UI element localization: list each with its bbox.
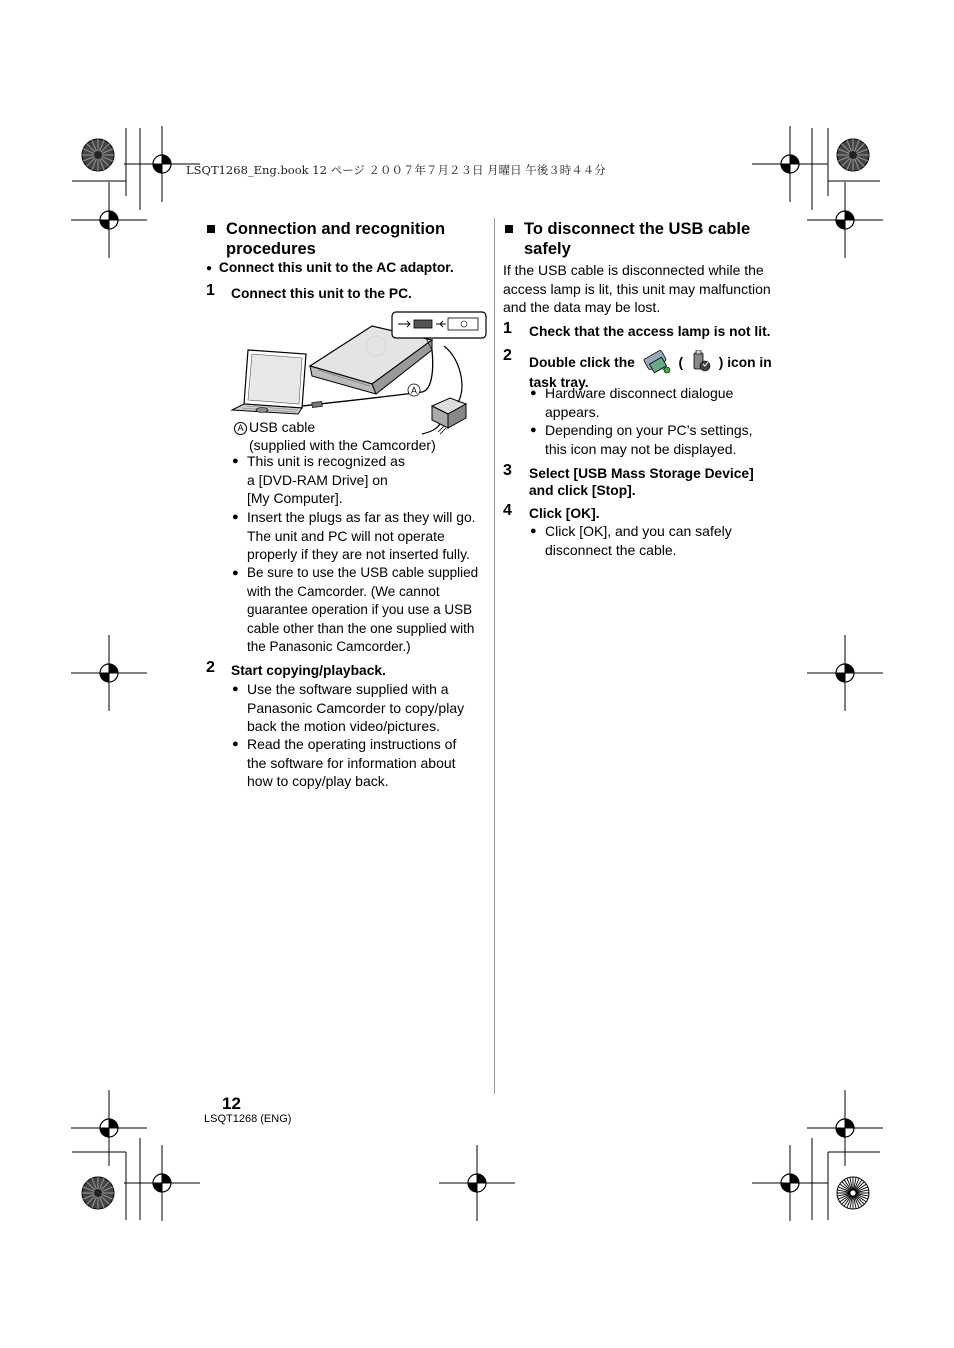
step-text: Select [USB Mass Storage Device] and click [Stop]. xyxy=(529,466,754,498)
section-title-line2: procedures xyxy=(226,240,316,258)
color-target-icon xyxy=(837,1177,869,1209)
step-1 xyxy=(206,282,491,303)
section-title-line1: Connection and recognition xyxy=(226,220,446,238)
list-item xyxy=(530,384,790,421)
laptop-icon xyxy=(232,350,306,414)
bullet-text: Click [OK], and you can safely disconnect the cable. xyxy=(545,523,732,558)
caption-line1: USB cable xyxy=(249,419,316,435)
page-number: 12 xyxy=(222,1094,241,1113)
step-number: 2 xyxy=(206,659,215,676)
bullet-icon: ● xyxy=(530,387,537,399)
list-item xyxy=(232,564,492,658)
bullet-text: This unit is recognized as a [DVD-RAM Drive] on [My Computer]. xyxy=(247,453,405,506)
bullet-icon: ● xyxy=(530,525,537,537)
crop-mark-icon xyxy=(71,635,147,711)
figure-caption xyxy=(234,418,494,454)
bullet-text: Hardware disconnect dialogue appears. xyxy=(545,385,734,420)
disconnect-section-heading xyxy=(504,219,794,261)
crop-mark-icon xyxy=(752,126,828,202)
callout-a-icon: A xyxy=(234,422,247,435)
section-marker-icon: ■ xyxy=(206,220,216,238)
bullet-icon: ● xyxy=(232,738,239,750)
bullet-icon: ● xyxy=(232,567,239,579)
bullet-icon: ● xyxy=(232,511,239,523)
step-text-paren: ( xyxy=(678,355,684,370)
bullet-text: Insert the plugs as far as they will go. The unit and PC will not operate properly if they are not inserted fully. xyxy=(247,509,476,562)
crop-mark-icon xyxy=(807,1090,883,1166)
step-number: 2 xyxy=(503,347,512,364)
document-code: LSQT1268 (ENG) xyxy=(204,1113,292,1125)
list-item xyxy=(232,508,492,564)
step-1 xyxy=(503,320,793,341)
step-number: 1 xyxy=(206,282,215,299)
section-title-line1: To disconnect the USB cable xyxy=(524,220,751,238)
step-3 xyxy=(503,462,793,501)
step-text: Connect this unit to the PC. xyxy=(231,286,412,301)
step-2 xyxy=(503,347,793,390)
color-target-icon xyxy=(837,139,869,171)
list-item xyxy=(232,452,492,508)
step-text: Click [OK]. xyxy=(529,506,600,521)
intro-paragraph: If the USB cable is disconnected while the access lamp is lit, this unit may malfunction and the data may be lost. xyxy=(503,262,771,315)
bullet-text: Read the operating instructions of the software for information about how to copy/play back. xyxy=(247,736,457,789)
crop-mark-icon xyxy=(71,1090,147,1166)
crop-mark-icon xyxy=(752,1145,828,1221)
crop-mark-icon xyxy=(124,1145,200,1221)
column-divider xyxy=(494,218,495,1094)
color-target-icon xyxy=(82,1177,114,1209)
color-target-icon xyxy=(82,139,114,171)
section-title-line2: safely xyxy=(524,240,571,258)
step-text: Double click the xyxy=(529,355,635,370)
caption-line2: (supplied with the Camcorder) xyxy=(249,437,436,453)
bullet-text: Depending on your PC’s settings, this icon may not be displayed. xyxy=(545,422,753,457)
prereq-bullet xyxy=(206,260,491,275)
safely-remove-hardware-icon xyxy=(641,350,673,374)
crop-mark-icon xyxy=(807,182,883,258)
print-info-header: LSQT1268_Eng.book 12 ページ ２００７年７月２３日 月曜日 午後３時４４分 xyxy=(186,163,606,177)
step-4 xyxy=(503,502,793,523)
figure-callout-letter: A xyxy=(410,385,418,396)
bullet-icon: ● xyxy=(232,683,239,695)
list-item xyxy=(530,421,790,458)
list-item xyxy=(232,680,492,736)
step-number: 4 xyxy=(503,502,512,519)
step-text-line2: task tray. xyxy=(529,375,589,390)
connection-section-heading xyxy=(206,219,486,261)
bullet-text: Be sure to use the USB cable supplied with the Camcorder. (We cannot guarantee operation if you use a USB cable other than the one supplied with the Panasonic Camcorder.) xyxy=(247,565,479,654)
usb-device-icon xyxy=(688,350,714,374)
list-item xyxy=(232,735,492,791)
step-2 xyxy=(206,659,491,680)
crop-mark-icon xyxy=(439,1145,515,1221)
step-number: 1 xyxy=(503,320,512,337)
crop-mark-icon xyxy=(807,635,883,711)
bullet-icon: ● xyxy=(206,263,213,274)
bullet-icon: ● xyxy=(232,455,239,467)
step-text: Start copying/playback. xyxy=(231,663,386,678)
prereq-text: Connect this unit to the AC adaptor. xyxy=(218,260,454,275)
step-text: Check that the access lamp is not lit. xyxy=(529,324,771,339)
bullet-icon: ● xyxy=(530,424,537,436)
step-text-end: ) icon in xyxy=(718,355,772,370)
bullet-text: Use the software supplied with a Panasonic Camcorder to copy/play back the motion video/pictures. xyxy=(247,681,465,734)
section-marker-icon: ■ xyxy=(504,220,514,238)
step-number: 3 xyxy=(503,462,512,479)
crop-mark-icon xyxy=(71,182,147,258)
list-item xyxy=(530,522,790,559)
